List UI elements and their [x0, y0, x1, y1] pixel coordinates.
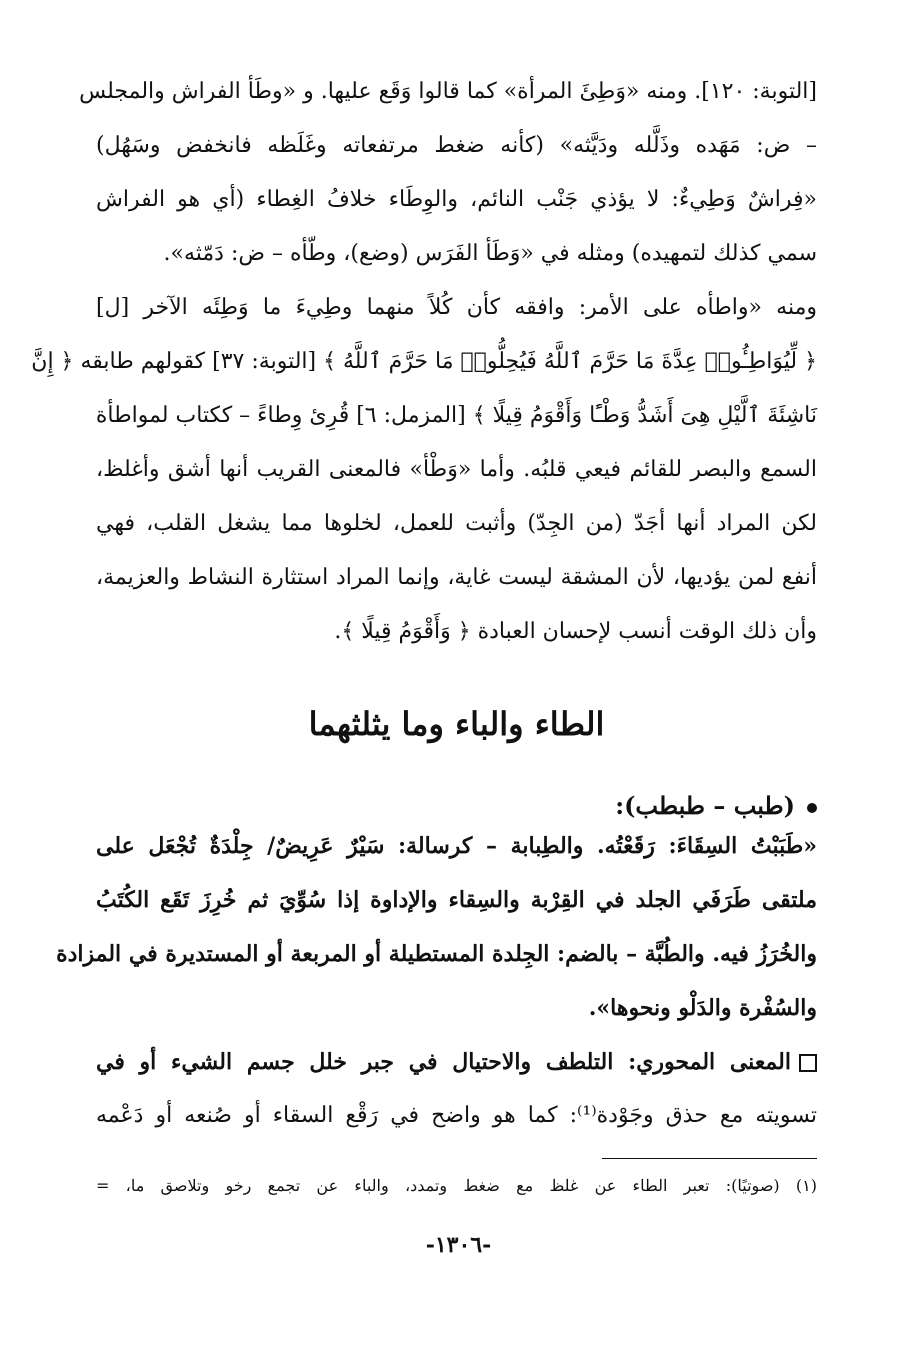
entry-heading-row: [96, 780, 817, 832]
text-line: «فِراشٌ وَطِيءٌ: لا يؤذي جَنْب النائم، والوِطَاء خلافُ الغِطاء (أي هو الفراش: [96, 187, 817, 212]
text-line: وأن ذلك الوقت أنسب لإحسان العبادة ﴿ وَأَقْوَمُ قِيلًا ﴾.: [334, 619, 817, 644]
section-heading: الطاء والباء وما يثلثهما: [308, 705, 605, 743]
page-number: -١٣٠٦-: [425, 1232, 492, 1258]
entry-definition: [56, 832, 817, 1048]
text-line: والخُرَزُ فيه. والطُبَّة – بالضم: الجِلدة المستطيلة أو المربعة أو المستديرة في المزادة: [56, 941, 817, 967]
text-line: ﴿ لِّيُوَاطِـُٔوا۟ عِدَّةَ مَا حَرَّمَ ٱللَّهُ فَيُحِلُّوا۟ مَا حَرَّمَ ٱللَّهُ ﴾ [التوبة: ٣٧] كقولهم طابقه ﴿ إِنَّ: [31, 349, 817, 374]
footnote: (١) (صوتيًا): تعبر الطاء عن غلظ مع ضغط وتمدد، والباء عن تجمع رخو وتلاصق ما، =: [96, 1176, 817, 1195]
text-line: – ض: مَهَده وذَلَّله ودَيَّثه» (كأنه ضغط مرتفعاته وغَلَظه فانخفض وسَهُل): [96, 133, 817, 158]
text-line: والسُفْرة والدَلْو ونحوها».: [588, 995, 817, 1021]
text-line: نَاشِئَةَ ٱلَّيْلِ هِىَ أَشَدُّ وَطْـًٔا وَأَقْوَمُ قِيلًا ﴾ [المزمل: ٦] قُرِئ وِطاءً – ككتاب لمواطأة: [95, 403, 817, 428]
text-line: ومنه «واطأه على الأمر: وافقه كأن كُلاً منهما وطِيءَ ما وَطِئَه الآخر [ل]: [96, 295, 817, 320]
square-icon: [799, 1054, 817, 1072]
text-line: لكن المراد أنها أجَدّ (من الجِدّ) وأثبت للعمل، لخلوها مما يشغل القلب، فهي: [96, 511, 817, 536]
paragraph-top: [31, 78, 817, 672]
page-body: [31, 78, 817, 1156]
text-line: أنفع لمن يؤديها، لأن المشقة ليست غاية، وإنما المراد استثارة النشاط والعزيمة،: [96, 565, 817, 590]
text-line: [96, 1048, 817, 1102]
text-line: سمي كذلك لتمهيده) ومثله في «وَطَأ الفَرَس (وضع)، وطّأه – ض: دَمّثه».: [163, 241, 817, 266]
entry-heading: (طبب – طبطب):: [615, 791, 795, 820]
text-line: «طَبَبْتُ السِقَاءَ: رَقَعْتُه. والطِبابة – كرسالة: سَيْرٌ عَرِيضٌ/ جِلْدَةٌ تُجْعَل على: [96, 833, 817, 859]
text-line: السمع والبصر للقائم فيعي قلبُه. وأما «وَطْأ» فالمعنى القريب أنها أشق وأغلظ،: [96, 457, 817, 482]
meaning-label: المعنى المحوري:: [628, 1049, 791, 1075]
text-line: [التوبة: ١٢٠]. ومنه «وَطِئَ المرأة» كما قالوا وَقَع عليها. و «وطَأ الفراش والمجلس: [79, 79, 817, 104]
text-line: تسويته مع حذق وجَوْدة⁽¹⁾: كما هو واضح في رَقْع السقاء أو صُنعه أو دَعْمه: [96, 1103, 817, 1128]
footnote-divider: [602, 1158, 817, 1159]
bullet-icon: [807, 803, 817, 813]
text-line: ملتقى طَرَفَي الجلد في القِرْبة والسِقاء والإداوة إذا سُوِّيَ ثم خُرِزَ تَقَع الكُتَبُ: [96, 887, 817, 913]
meaning-text: التلطف والاحتيال في جبر خلل جسم الشيء أو في: [96, 1049, 614, 1075]
core-meaning: [96, 1048, 817, 1156]
